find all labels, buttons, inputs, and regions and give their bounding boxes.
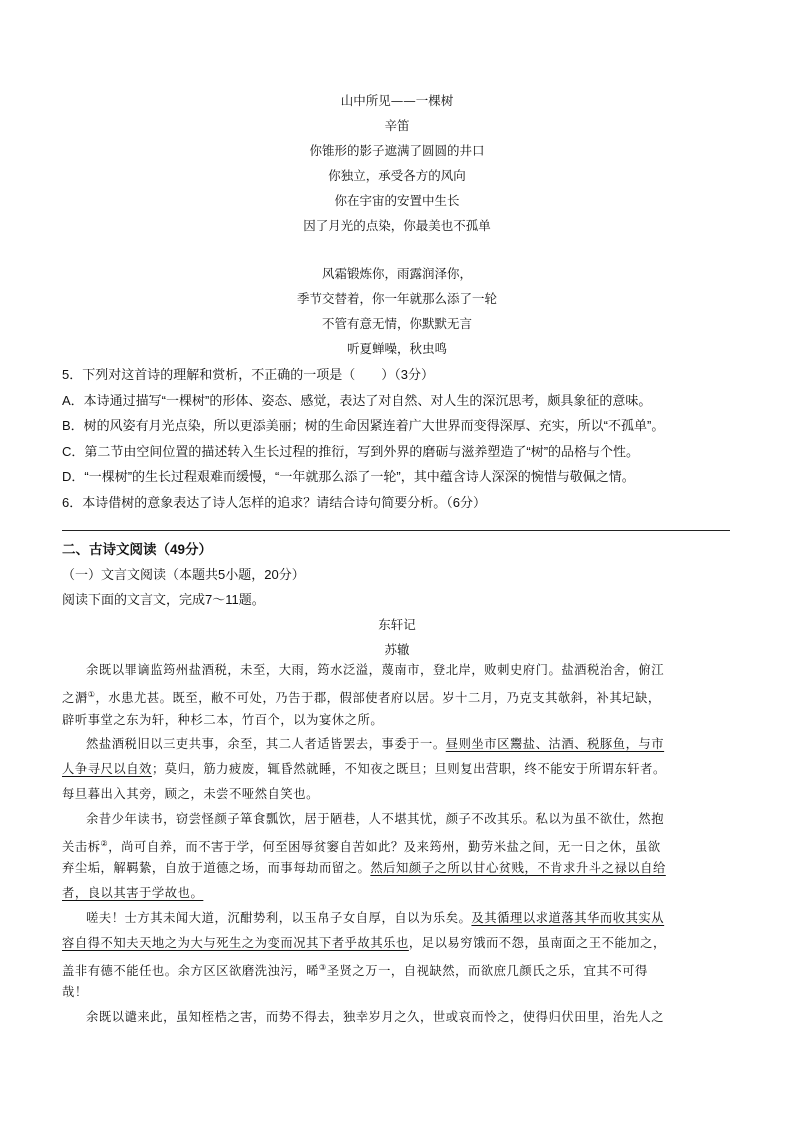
essay-line: 哉！ [62,985,88,1000]
essay-line [62,881,730,906]
poem-stanza-2 [60,261,734,361]
essay-header [60,612,734,662]
essay-line: 余既以谴来此，虽知桎梏之害，而势不得去，独幸岁月之久，世或哀而怜之，使得归伏田里，治先人之 [86,1010,665,1025]
option-d: D．“一棵树”的生长过程艰难而缓慢，“一年就那么添了一轮”，其中蕴含诗人深深的惋惜与敬佩之情。 [62,469,635,484]
footnote-mark: ② [100,838,109,848]
underlined-sentence: 者，良以其害于学故也。 [62,886,204,901]
essay-line: 关击柝②，尚可自养，而不害于学，何至困辱贫窭自苦如此？及来筠州，勤劳米盐之间，无一日之休，虽欲 [62,838,661,854]
essay-title: 东轩记 [378,617,416,632]
poem-line: 季节交替着，你一年就那么添了一轮 [296,291,497,306]
poem [60,88,734,238]
section-instruction: 阅读下面的文言文，完成7～11题。 [62,592,265,607]
section-divider [62,530,730,531]
option-b: B．树的风姿有月光点染，所以更添美丽；树的生命因紧连着广大世界而变得深厚、充实，所以“不孤单”。 [62,418,665,433]
essay-line: 辟听事堂之东为轩，种杉二本，竹百个，以为宴休之所。 [62,712,384,727]
question-6: 6．本诗借树的意象表达了诗人怎样的追求？请结合诗句简要分析。（6分） [62,494,486,510]
questions [62,362,742,515]
essay-line: 弃尘垢，解羁絷，自放于道德之场，而事每劫而留之。然后知颜子之所以甘心贫贱，不肯求升斗之禄以自给 [62,861,666,876]
essay-line: 余既以罪谪监筠州盐酒税，未至，大雨，筠水泛溢，蔑南市，登北岸，败刺史府门。盐酒税治舍，俯江 [86,663,665,677]
essay-line: 容自得不知夫天地之为大与死生之为变而况其下者乎故其乐也，足以易穷饿而不怨，虽南面之王不能加之， [62,935,666,950]
poem-line: 听夏蝉噪，秋虫鸣 [346,341,447,356]
section-heading: 二、古诗文阅读（49分） [62,542,213,557]
footnote-mark: ① [87,689,96,699]
section-subheading: （一）文言文阅读（本题共5小题，20分） [62,567,305,582]
underlined-sentence: 及其循理以求道落其华而收其实从 [471,910,665,925]
essay-line: 然盐酒税旧以三吏共事，余至，其二人者适皆罢去，事委于一。昼则坐市区鬻盐、沽酒、税豚鱼，与市 [86,737,665,752]
poem-line: 因了月光的点染，你最美也不孤单 [303,218,491,233]
poem-line: 你独立，承受各方的风向 [328,168,466,183]
poem-line: 你在宇宙的安置中生长 [334,193,460,208]
underlined-sentence: 容自得不知夫天地之为大与死生之为变而况其下者乎故其乐也 [62,935,409,950]
essay-line: 人争寻尺以自效；莫归，筋力疲废，辄昏然就睡，不知夜之既旦；旦则复出营职，终不能安于所谓东轩者。 [62,762,666,777]
poem-line: 风霜锻炼你，雨露润泽你， [321,266,472,281]
essay-line: 之漘①，水患尤甚。既至，敝不可处，乃告于郡，假部使者府以居。岁十二月，乃克支其欹斜，补其圮缺， [62,689,661,705]
option-c: C．第二节由空间位置的描述转入生长过程的推衍，写到外界的磨砺与滋养塑造了“树”的品格与个性。 [62,443,640,459]
footnote-mark: ③ [318,962,327,972]
essay-line: 余昔少年读书，窃尝怪颜子箪食瓢饮，居于陋巷，人不堪其忧，颜子不改其乐。私以为虽不欲仕，然抱 [86,811,665,826]
poem-title: 山中所见——一棵树 [340,93,454,108]
essay-author: 苏辙 [384,642,410,657]
essay-line: 嗟夫！士方其未闻大道，沉酣势利，以玉帛子女自厚，自以为乐矣。及其循理以求道落其华而收其实从 [86,910,665,925]
poem-line: 你锥形的影子遮满了圆圆的井口 [309,143,485,158]
section-2-header [62,537,305,612]
poem-author: 辛笛 [384,118,410,133]
essay-body [62,658,730,1030]
option-a: A．本诗通过描写“一棵树”的形体、姿态、感觉，表达了对自然、对人生的深沉思考，颇具象征的意味。 [62,392,652,408]
essay-line: 每旦暮出入其旁，顾之，未尝不哑然自笑也。 [62,786,319,801]
poem-line: 不管有意无情，你默默无言 [321,316,472,331]
underlined-sentence: 人争寻尺以自效 [62,762,152,777]
question-5: 5．下列对这首诗的理解和赏析，不正确的一项是（ ）（3分） [62,367,434,382]
essay-line: 盖非有德不能任也。余方区区欲磨洗浊污，晞③圣贤之万一，自视缺然，而欲庶几颜氏之乐，宜其不可得 [62,962,648,978]
underlined-sentence: 然后知颜子之所以甘心贫贱，不肯求升斗之禄以自给 [370,861,666,876]
underlined-sentence: 昼则坐市区鬻盐、沽酒、税豚鱼，与市 [445,737,665,752]
